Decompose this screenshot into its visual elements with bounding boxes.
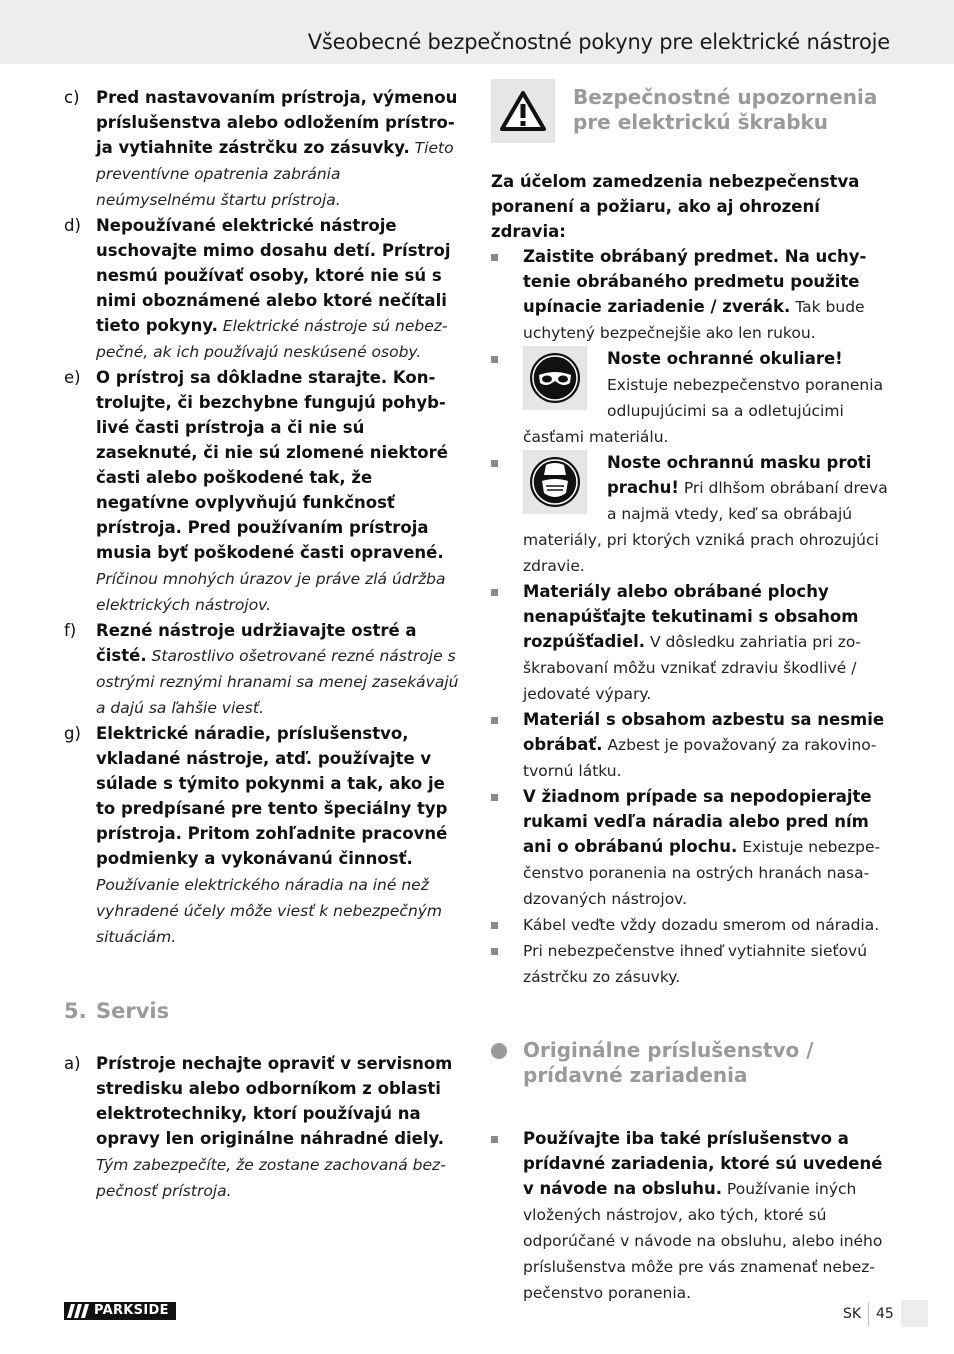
item-label: c)	[64, 88, 80, 107]
warning-heading	[491, 79, 891, 143]
intro-text: Za účelom zamedzenia nebezpečenstva poranení a požiaru, ako aj ohrození zdravia:	[491, 172, 860, 241]
bullet-bold-text: Používajte iba také príslušenstvo a prídavné zariadenia, ktoré sú uvedené v návode na obsluhu.	[523, 1129, 883, 1198]
bullet-square-icon	[491, 794, 498, 801]
bullet-square-icon	[491, 948, 498, 955]
page-number: 45	[876, 1306, 894, 1322]
list-item	[64, 213, 464, 365]
item-bold-text: Prístroje nechajte opraviť v servisnom stredisku alebo odborníkom z oblasti elektrotechniky, ktorí používajú na opravy len originálne náhradné diely.	[96, 1054, 453, 1148]
list-item	[491, 244, 891, 346]
list-item	[491, 912, 891, 938]
list-item	[64, 85, 464, 213]
bullet-bold-text: V žiadnom prípade sa nepodopierajte rukami vedľa náradia alebo pred ním ani o obrábanú plochu.	[523, 787, 872, 856]
list-item	[491, 707, 891, 784]
bullet-text: Existuje nebezpečenstvo poranenia odlupujúcimi sa a odletujúcimi časťami materiálu.	[523, 376, 884, 446]
item-bold-text: Pred nastavovaním prístroja, výmenou príslušenstva alebo odložením prístroja vytiahnite zástrčku zo zásuvky.	[96, 88, 458, 157]
item-italic-text: Tým zabezpečíte, že zostane zachovaná bezpečnosť prístroja.	[96, 1156, 446, 1200]
bullet-text: Pri nebezpečenstve ihneď vytiahnite sieťovú zástrčku zo zásuvky.	[523, 942, 868, 986]
bullet-bold-text: Materiály alebo obrábané plochy nenapúšťajte tekutinami s obsahom rozpúšťadiel.	[523, 582, 859, 651]
bullet-text: Existuje nebezpečenstvo poranenia na ostrých hranách nasadzovaných nástrojov.	[523, 838, 881, 908]
item-label: d)	[64, 216, 81, 235]
warning-triangle-icon	[491, 79, 555, 143]
dust-mask-icon	[523, 450, 587, 514]
goggles-icon	[523, 346, 587, 410]
section-heading	[64, 999, 464, 1024]
item-bold-text: Rezné nástroje udržiavajte ostré a čisté.	[96, 621, 417, 665]
bullet-text: V dôsledku zahriatia pri zoškrabovaní môžu vznikať zdraviu škodlivé / jedovaté výpary.	[523, 633, 861, 703]
item-italic-text: Tieto preventívne opatrenia zabránia neúmyselnému štartu prístroja.	[96, 139, 454, 209]
item-label: a)	[64, 1054, 81, 1073]
bullet-square-icon	[491, 254, 498, 261]
logo-text: PARKSIDE	[94, 1303, 169, 1318]
item-bold-text: Elektrické náradie, príslušenstvo, vkladané nástroje, atď. používajte v súlade s týmito pokynmi a tak, ako je to predpísané pre tento špeciálny typ prístroja. Pritom zohľadnite pracovné podmienky a vykonávanú činnosť.	[96, 724, 448, 868]
list-item	[64, 1051, 464, 1204]
list-item	[64, 618, 464, 721]
bullet-dot-icon	[491, 1043, 507, 1059]
list-item	[64, 721, 464, 950]
bullet-square-icon	[491, 717, 498, 724]
bullet-square-icon	[491, 1136, 498, 1143]
bullet-bold-text: Noste ochrannú masku proti prachu!	[607, 453, 872, 497]
language-code: SK	[843, 1306, 862, 1322]
bullet-text: Tak bude uchytený bezpečnejšie ako len rukou.	[523, 298, 865, 342]
bullet-bold-text: Zaistite obrábaný predmet. Na uchytenie obrábaného predmetu použite upínacie zariadenie / zverák.	[523, 247, 867, 316]
list-item	[491, 784, 891, 912]
item-label: g)	[64, 724, 81, 743]
bullet-square-icon	[491, 460, 498, 467]
item-italic-text: Elektrické nástroje sú nebezpečné, ak ich používajú neskúsené osoby.	[96, 317, 448, 361]
item-bold-text: Nepoužívané elektrické nástroje uschovajte mimo dosahu detí. Prístroj nesmú používať osoby, ktoré nie sú s nimi oboznámené alebo ktoré nečítali tieto pokyny.	[96, 216, 451, 335]
accessories-heading	[491, 1038, 891, 1088]
page-header	[0, 0, 954, 64]
logo-stripes-icon	[67, 1302, 91, 1320]
bullet-bold-text: Materiál s obsahom azbestu sa nesmie obrábať.	[523, 710, 885, 754]
bullet-square-icon	[491, 356, 498, 363]
item-italic-text: Príčinou mnohých úrazov je práve zlá údržba elektrických nástrojov.	[96, 570, 446, 614]
list-item	[491, 450, 891, 579]
parkside-logo	[64, 1302, 176, 1320]
warning-title: Bezpečnostné upozornenia pre elektrickú škrabku	[573, 85, 878, 134]
section-number: 5.	[64, 999, 87, 1023]
item-italic-text: Používanie elektrického náradia na iné než vyhradené účely môže viesť k nebezpečným situáciám.	[96, 876, 443, 946]
page-title: Všeobecné bezpečnostné pokyny pre elektrické nástroje	[307, 30, 890, 54]
accessories-title: Originálne príslušenstvo / prídavné zariadenia	[523, 1038, 814, 1087]
bullet-square-icon	[491, 589, 498, 596]
item-italic-text: Starostlivo ošetrované rezné nástroje s ostrými reznými hranami sa menej zasekávajú a dajú sa ľahšie viesť.	[96, 647, 459, 717]
list-item	[491, 938, 891, 990]
bullet-text: Azbest je považovaný za rakovinotvornú látku.	[523, 736, 877, 780]
bullet-text: Pri dlhšom obrábaní dreva a najmä vtedy, keď sa obrábajú materiály, pri ktorých vzniká prach ohrozujúci zdravie.	[523, 479, 888, 575]
list-item	[491, 346, 891, 450]
footer-divider	[868, 1302, 869, 1326]
bullet-square-icon	[491, 922, 498, 929]
list-item	[491, 1126, 891, 1306]
item-bold-text: O prístroj sa dôkladne starajte. Kontrolujte, či bezchybne fungujú pohyblivé časti prístroja a či nie sú zaseknuté, či nie sú zlomené niektoré časti alebo poškodené tak, že negatívne ovplyvňujú funkčnosť prístroja. Pred používaním prístroja musia byť poškodené časti opravené.	[96, 368, 448, 562]
footer-tab	[901, 1300, 928, 1327]
item-label: e)	[64, 368, 81, 387]
bullet-bold-text: Noste ochranné okuliare!	[607, 349, 843, 368]
right-column	[491, 79, 891, 1306]
left-column	[64, 85, 464, 1204]
bullet-text: Kábel veďte vždy dozadu smerom od náradia.	[523, 916, 880, 934]
bullet-text: Používanie iných vložených nástrojov, ako tých, ktoré sú odporúčané v návode na obsluhu, alebo iného príslušenstva môže pre vás znamenať nebezpečenstvo poranenia.	[523, 1180, 883, 1302]
section-title: Servis	[96, 999, 170, 1023]
list-item	[64, 365, 464, 618]
list-item	[491, 579, 891, 707]
item-label: f)	[64, 621, 77, 640]
